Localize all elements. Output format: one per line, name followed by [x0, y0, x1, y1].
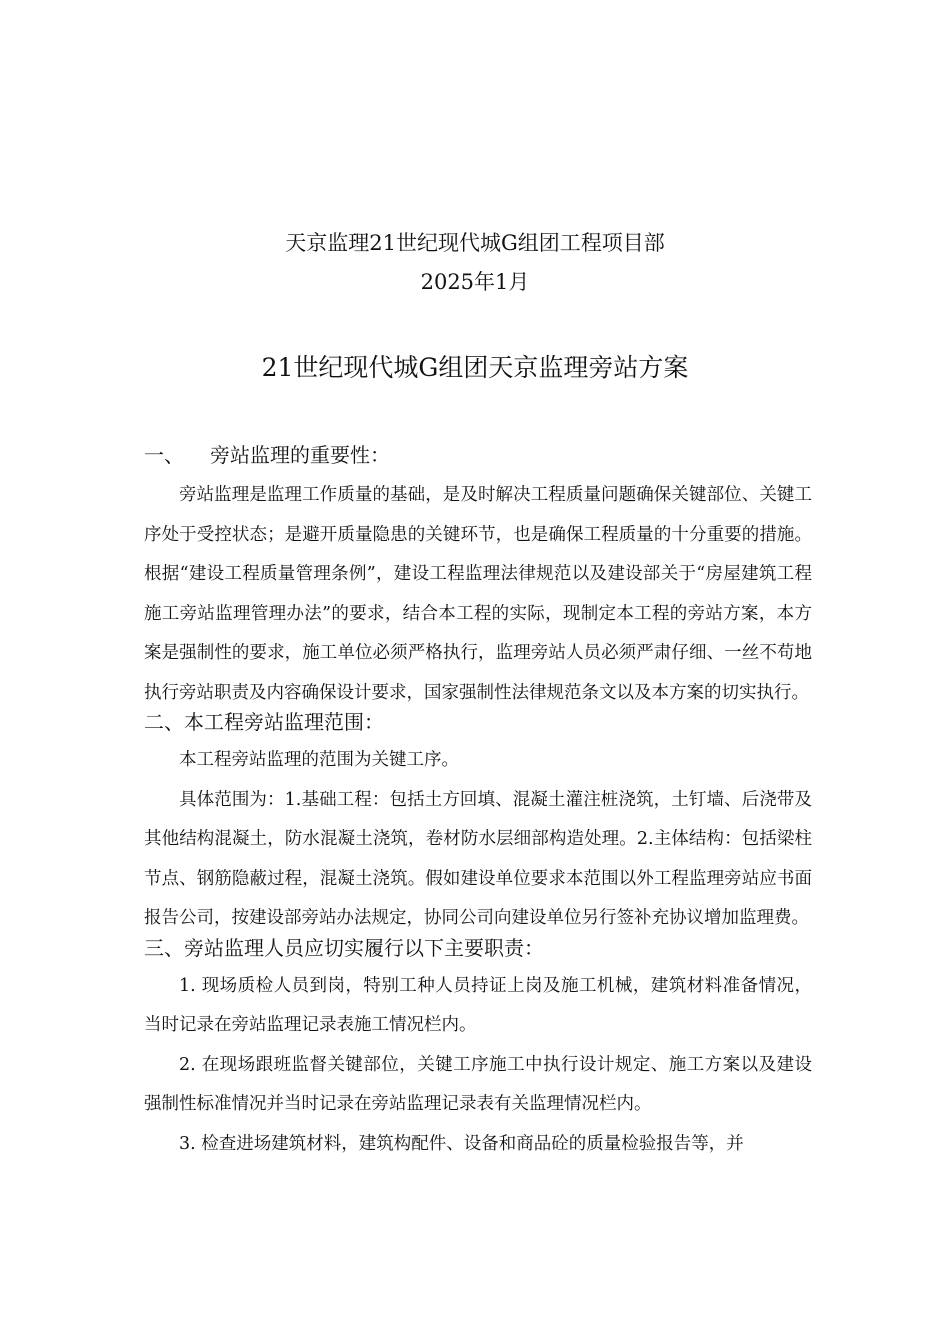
section-3-item-3: 3. 检查进场建筑材料，建筑构配件、设备和商品砼的质量检验报告等，并: [179, 1133, 744, 1154]
organization-name: 天京监理21世纪现代城G组团工程项目部: [285, 231, 665, 255]
section-2-paragraph-2: 具体范围为：1.基础工程：包括土方回填、混凝土灌注桩浇筑，土钉墙、后浇带及其他结构混凝土，防水混凝土浇筑，卷材防水层细部构造处理。2.主体结构：包括梁柱节点、钢筋隐蔽过程，混凝土浇筑。假如建设单位要求本范围以外工程监理旁站应书面报告公司，按建设部旁站办法规定，协同公司向建设单位另行签补充协议增加监理费。: [144, 789, 812, 928]
section-2-heading: 二、本工程旁站监理范围：: [144, 710, 384, 734]
section-3-item-1: 1. 现场质检人员到岗，特别工种人员持证上岗及施工机械，建筑材料准备情况，当时记录在旁站监理记录表施工情况栏内。: [144, 975, 812, 1035]
section-3-item-2: 2. 在现场跟班监督关键部位，关键工序施工中执行设计规定、施工方案以及建设强制性标准情况并当时记录在旁站监理记录表有关监理情况栏内。: [144, 1054, 812, 1114]
section-1-title: 旁站监理的重要性：: [210, 443, 390, 467]
section-1-paragraph: 旁站监理是监理工作质量的基础，是及时解决工程质量问题确保关键部位、关键工序处于受控状态；是避开质量隐患的关键环节，也是确保工程质量的十分重要的措施。根据“建设工程质量管理条例”，建设工程监理法律规范以及建设部关于“房屋建筑工程施工旁站监理管理办法”的要求，结合本工程的实际，现制定本工程的旁站方案，本方案是强制性的要求，施工单位必须严格执行，监理旁站人员必须严肃仔细、一丝不苟地执行旁站职责及内容确保设计要求，国家强制性法律规范条文以及本方案的切实执行。: [144, 485, 812, 703]
section-1-number: 一、: [144, 443, 184, 467]
document-title: 21世纪现代城G组团天京监理旁站方案: [261, 353, 689, 382]
section-3-heading: 三、旁站监理人员应切实履行以下主要职责：: [144, 935, 544, 960]
section-2-paragraph-1: 本工程旁站监理的范围为关键工序。: [179, 750, 459, 770]
document-body: [144, 440, 812, 1164]
section-1-heading: [144, 440, 812, 470]
document-date: 2025年1月: [420, 270, 530, 294]
